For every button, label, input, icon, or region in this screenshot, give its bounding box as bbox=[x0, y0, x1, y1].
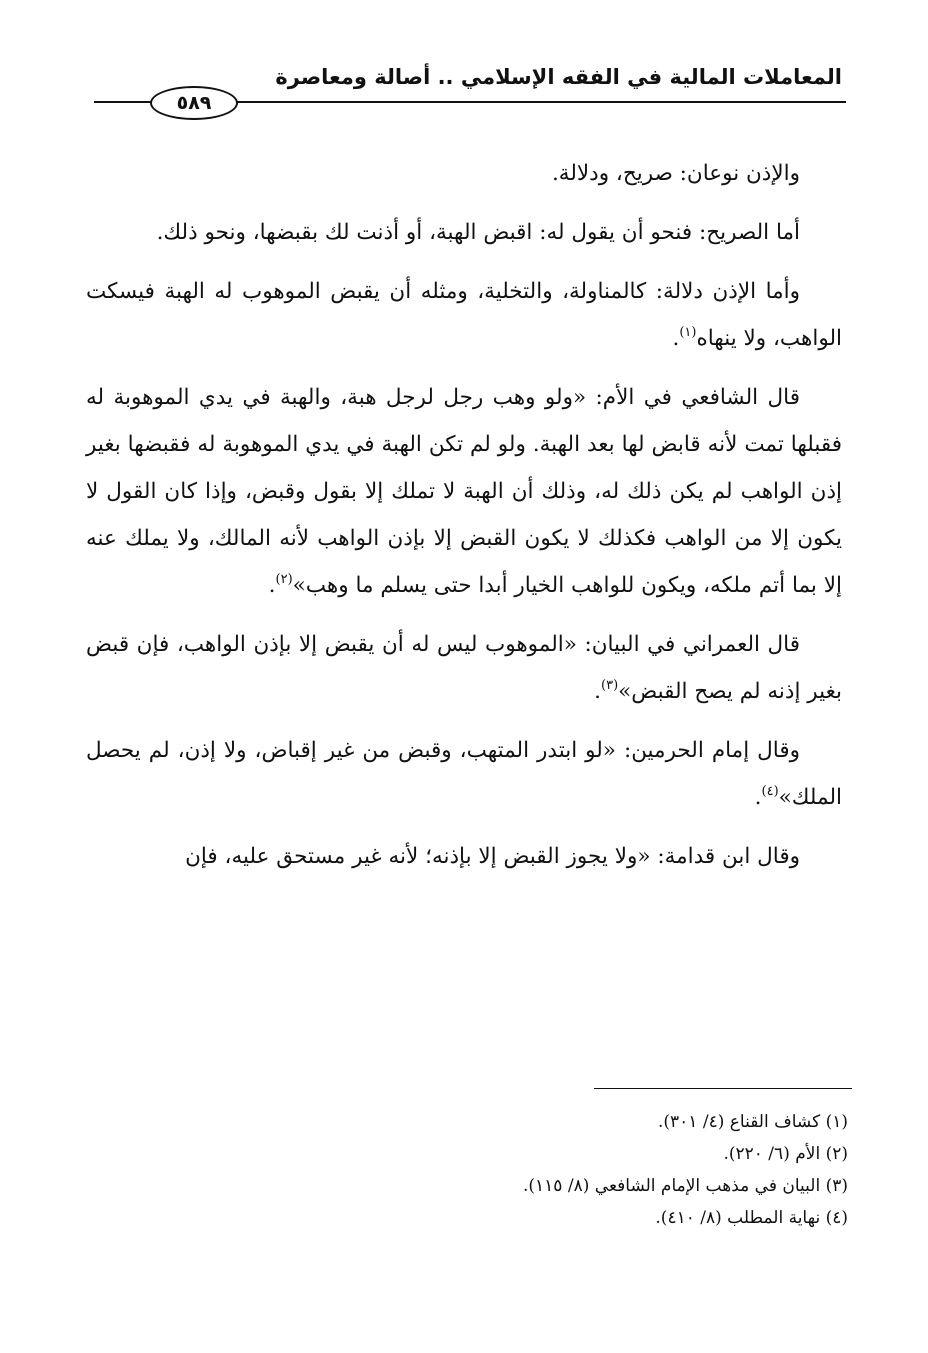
paragraph-end: . bbox=[268, 573, 276, 598]
footnote-item: (١) كشاف القناع (٤/ ٣٠١). bbox=[657, 1112, 848, 1132]
paragraph bbox=[86, 833, 842, 880]
footnote-ref[interactable]: (٣) bbox=[601, 678, 619, 693]
footnote-item: (٤) نهاية المطلب (٨/ ٤١٠). bbox=[655, 1208, 848, 1228]
footnote-item: (٢) الأم (٦/ ٢٢٠). bbox=[723, 1144, 848, 1164]
footnote-ref[interactable]: (١) bbox=[679, 325, 697, 340]
footnote-ref[interactable]: (٤) bbox=[761, 784, 779, 799]
running-title: المعاملات المالية في الفقه الإسلامي .. أصالة ومعاصرة bbox=[275, 65, 842, 89]
footnote-ref[interactable]: (٢) bbox=[275, 572, 293, 587]
paragraph-text: والإذن نوعان: صريح، ودلالة. bbox=[551, 161, 800, 186]
paragraph bbox=[86, 727, 842, 821]
body-text bbox=[86, 150, 842, 892]
footnotes bbox=[88, 1106, 848, 1234]
paragraph bbox=[86, 374, 842, 609]
paragraph-end: . bbox=[672, 326, 680, 351]
paragraph-text: قال العمراني في البيان: «الموهوب ليس له أن يقبض إلا بإذن الواهب، فإن قبض بغير إذنه لم يصح القبض» bbox=[86, 632, 842, 704]
footnote-item: (٣) البيان في مذهب الإمام الشافعي (٨/ ١١٥). bbox=[523, 1176, 848, 1196]
paragraph-text: أما الصريح: فنحو أن يقول له: اقبض الهبة، أو أذنت لك بقبضها، ونحو ذلك. bbox=[156, 220, 800, 245]
footnote-rule bbox=[594, 1088, 852, 1089]
paragraph bbox=[86, 209, 842, 256]
paragraph-text: وأما الإذن دلالة: كالمناولة، والتخلية، ومثله أن يقبض الموهوب له الهبة فيسكت الواهب، ولا ينهاه bbox=[86, 279, 842, 351]
paragraph-text: قال الشافعي في الأم: «ولو وهب رجل لرجل هبة، والهبة في يدي الموهوبة له فقبلها تمت لأنه قابض لها بعد الهبة. ولو لم تكن الهبة في يدي الموهوبة له فقبضها بغير إذن الواهب لم يكن ذلك له، وذلك أن الهبة لا تملك إلا بقول وقبض، وإذا كان القول لا يكون إلا من الواهب فكذلك لا يكون القبض إلا بإذن الواهب لأنه المالك، ولا يملك عنه إلا بما أتم ملكه، ويكون للواهب الخيار أبدا حتى يسلم ما وهب» bbox=[86, 385, 842, 598]
paragraph bbox=[86, 621, 842, 715]
paragraph-text: وقال إمام الحرمين: «لو ابتدر المتهب، وقبض من غير إقباض، ولا إذن، لم يحصل الملك» bbox=[86, 738, 842, 810]
paragraph bbox=[86, 150, 842, 197]
paragraph-text: وقال ابن قدامة: «ولا يجوز القبض إلا بإذنه؛ لأنه غير مستحق عليه، فإن bbox=[185, 844, 800, 869]
paragraph-end: . bbox=[594, 679, 601, 704]
paragraph-end: . bbox=[754, 785, 762, 810]
page-number: ٥٨٩ bbox=[150, 86, 238, 120]
paragraph bbox=[86, 268, 842, 362]
